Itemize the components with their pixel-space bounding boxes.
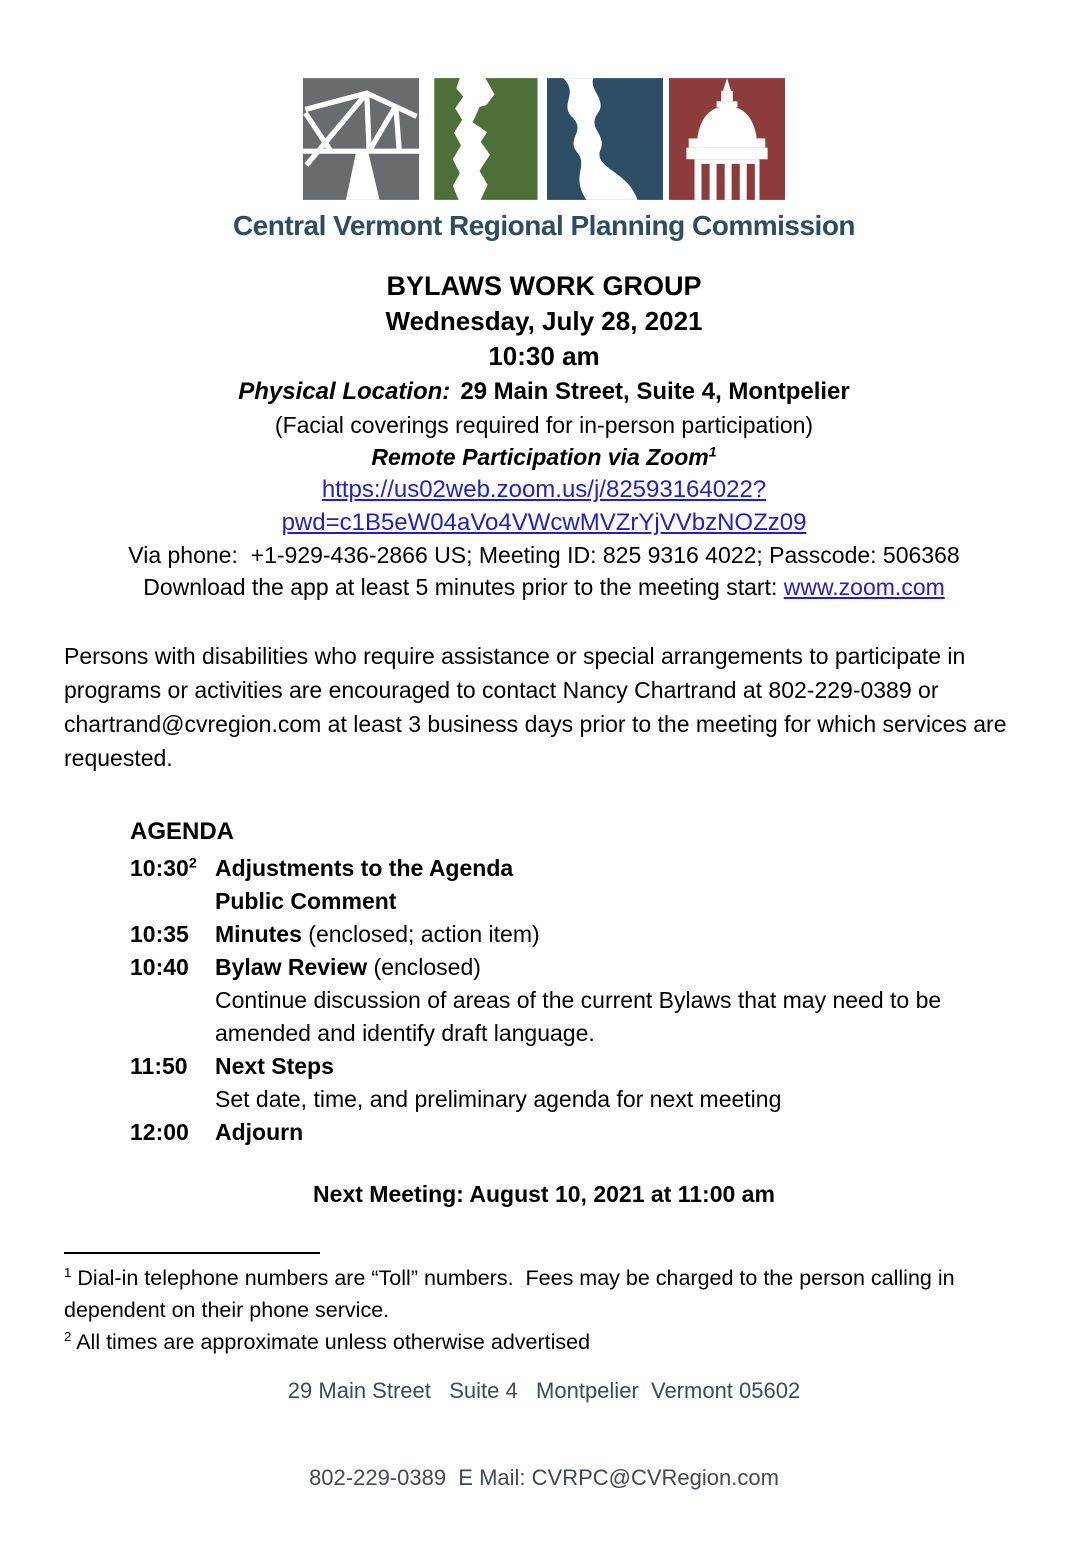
phone-info-line: Via phone: +1-929-436-2866 US; Meeting ID: 825 9316 4022; Passcode: 506368 <box>128 542 960 568</box>
agenda-heading: AGENDA <box>130 818 235 845</box>
location-label: Physical Location: <box>238 378 451 405</box>
agenda-item: Set date, time, and preliminary agenda for next meeting <box>215 1086 782 1112</box>
zoom-site-link[interactable]: www.zoom.com <box>783 574 945 600</box>
agenda-item: 11:50 Next Steps <box>130 1053 334 1079</box>
agenda-item: $10:30^2$ Adjustments to the Agenda <box>130 855 514 881</box>
remote-participation-line: Remote Participation via Zoom$^1$ <box>371 444 717 470</box>
agenda-item: Public Comment <box>215 888 397 914</box>
meeting-date: Wednesday, July 28, 2021 <box>385 306 703 336</box>
document-footer <box>0 1318 1088 1550</box>
agenda-section <box>130 815 1024 1149</box>
footer-contact: 802-229-0389 E Mail: CVRPC@CVRegion.com <box>309 1465 779 1490</box>
agenda-item: Continue discussion of areas of the current Bylaws that may need to be amended and identify draft language. <box>215 987 942 1046</box>
footnote-ref-1: 1 <box>708 444 717 461</box>
zoom-link-line <box>64 473 1024 539</box>
physical-location-line <box>64 374 1024 409</box>
river-icon <box>547 78 663 200</box>
meeting-title: BYLAWS WORK GROUP <box>386 271 702 301</box>
footer-address: 29 Main Street Suite 4 Montpelier Vermont 05602 <box>287 1378 801 1403</box>
location-value: 29 Main Street, Suite 4, Montpelier <box>460 378 850 405</box>
agenda-item: 12:00 Adjourn <box>130 1119 304 1145</box>
meeting-header <box>64 269 1024 603</box>
logo-tiles <box>64 78 1024 200</box>
footnote-1: $^1$ Dial-in telephone numbers are “Toll” numbers. Fees may be charged to the person calling in dependent on their phone service. <box>64 1264 961 1322</box>
footnote-ref-2: 2 <box>188 855 197 872</box>
zoom-meeting-link[interactable]: https://us02web.zoom.us/j/82593164022?pwd=c1B5eW04aVo4VWcwMVZrYjVVbzNOZz09 <box>281 476 807 536</box>
bridge-icon <box>303 78 419 200</box>
capitol-dome-icon <box>669 78 785 200</box>
next-meeting-line: Next Meeting: August 10, 2021 at 11:00 am <box>313 1181 775 1207</box>
download-app-line: Download the app at least 5 minutes prior to the meeting start: www.zoom.com <box>143 574 945 600</box>
accessibility-note: Persons with disabilities who require assistance or special arrangements to participate in programs or activities are encouraged to contact Nancy Chartrand at 802-229-0389 or chartrand@cvregion.com at least 3 business days prior to the meeting for which services are requested. <box>64 643 1007 771</box>
agenda-item: 10:40 Bylaw Review (enclosed) <box>130 954 481 980</box>
footnote-2: $^2$ All times are approximate unless otherwise advertised <box>64 1328 591 1354</box>
covid-note: (Facial coverings required for in-person participation) <box>274 412 814 438</box>
footnote-separator <box>64 1252 320 1254</box>
meeting-time: 10:30 am <box>488 341 600 371</box>
logo-caption: Central Vermont Regional Planning Commission <box>232 210 856 241</box>
cvrpc-logo <box>64 0 1024 243</box>
vermont-map-icon <box>425 78 541 200</box>
agenda-item: 10:35 Minutes (enclosed; action item) <box>130 921 540 947</box>
